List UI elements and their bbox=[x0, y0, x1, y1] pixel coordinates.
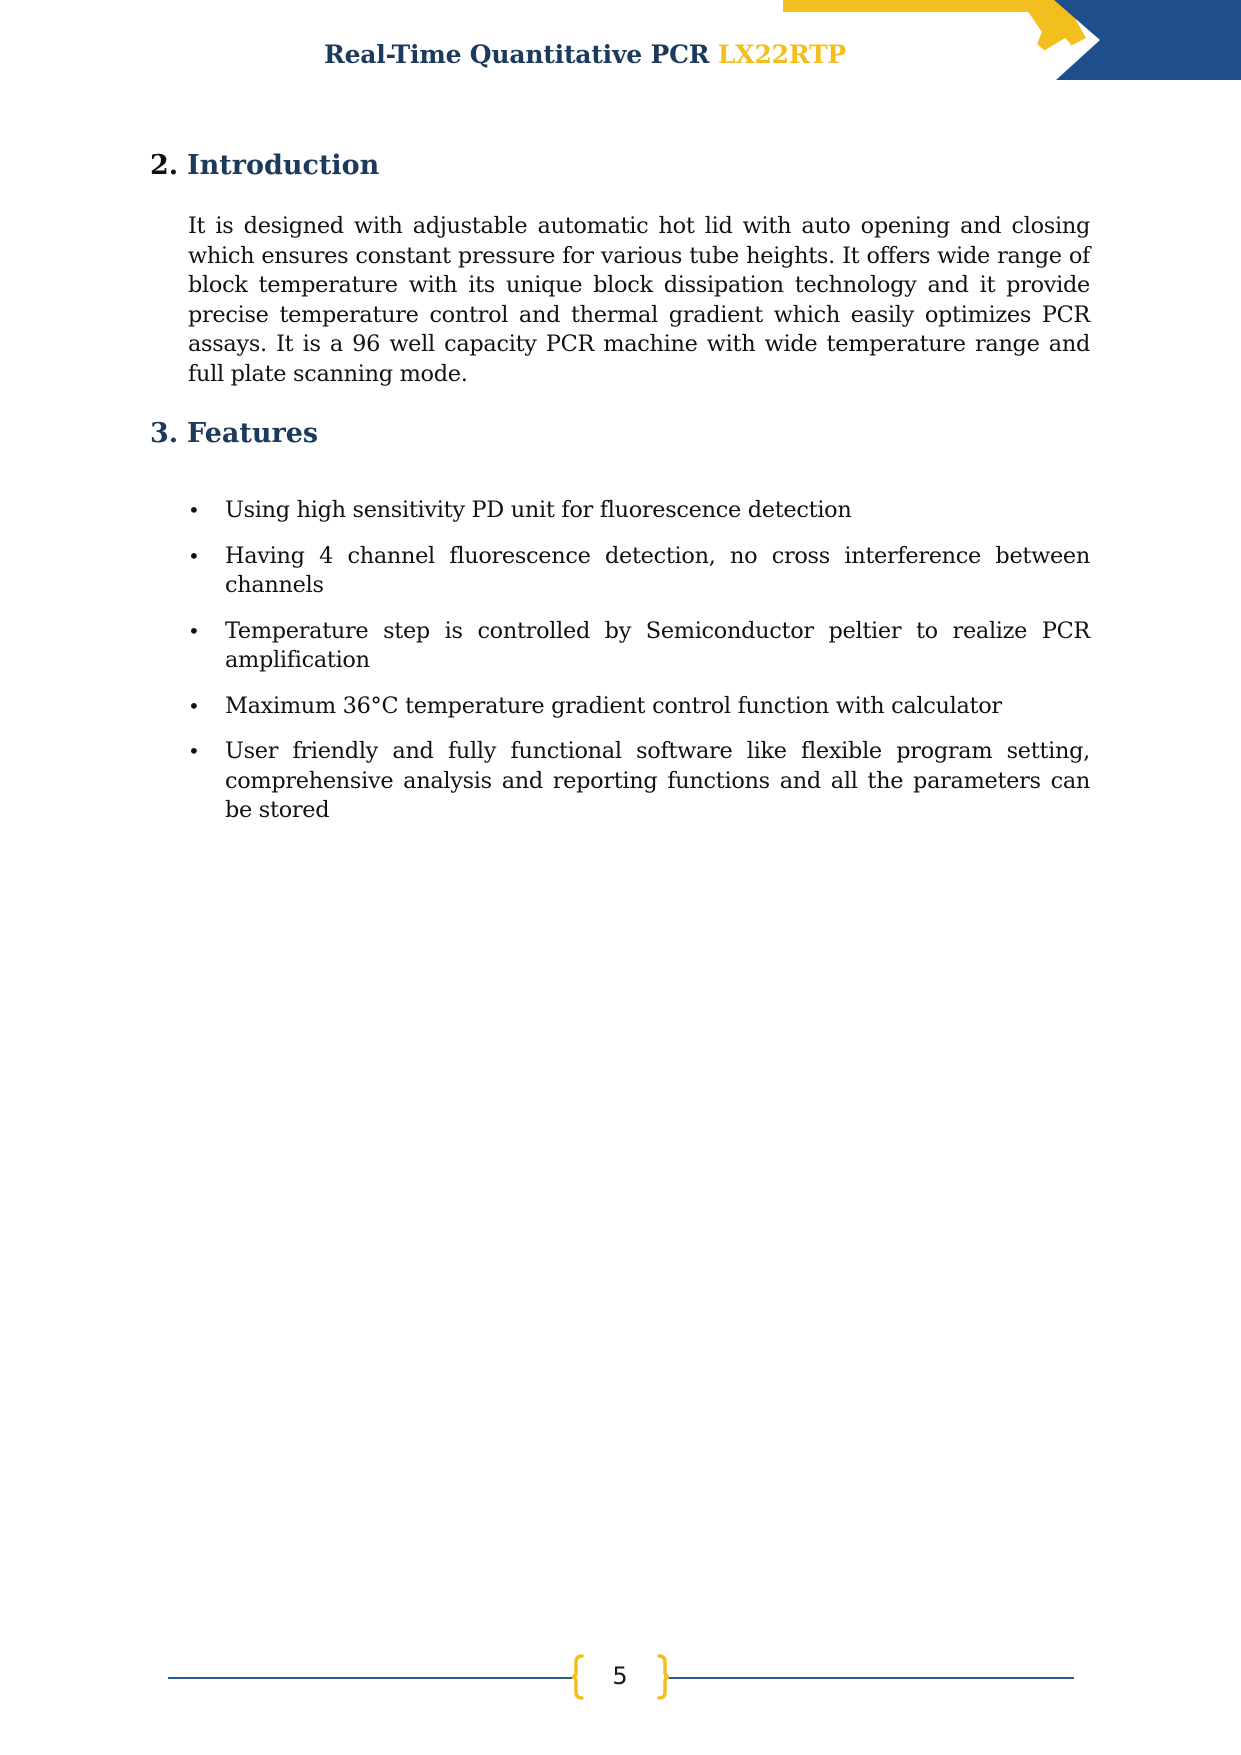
footer-bracket-left-icon bbox=[571, 1654, 585, 1700]
feature-item: • Temperature step is controlled by Semiconductor peltier to realize PCR amplification bbox=[188, 617, 1090, 676]
introduction-paragraph: It is designed with adjustable automatic hot lid with auto opening and closing which ensures constant pressure for various tube heights. It offers wide range of block temperature with its unique block dissipation technology and it provide precise temperature control and thermal gradient which easily optimizes PCR assays. It is a 96 well capacity PCR machine with wide temperature range and full plate scanning mode. bbox=[188, 213, 1090, 387]
feature-item: • Maximum 36°C temperature gradient control function with calculator bbox=[188, 692, 1090, 722]
footer-rule-right bbox=[668, 1677, 1074, 1679]
footer-bracket-right-icon bbox=[656, 1654, 670, 1700]
page-number: 5 bbox=[612, 1662, 628, 1690]
introduction-title: Introduction bbox=[187, 150, 380, 181]
introduction-heading bbox=[150, 150, 379, 181]
features-number: 3. bbox=[150, 418, 179, 449]
features-heading bbox=[150, 418, 318, 449]
header-model-code: LX22RTP bbox=[717, 40, 846, 69]
features-title: Features bbox=[187, 418, 319, 449]
feature-item: • User friendly and fully functional software like flexible program setting, comprehensive analysis and reporting functions and all the parameters can be stored bbox=[188, 737, 1090, 826]
footer-rule-left bbox=[168, 1677, 572, 1679]
header-title bbox=[0, 40, 1170, 69]
introduction-number: 2. bbox=[150, 150, 179, 181]
features-list bbox=[188, 496, 1090, 842]
feature-item: • Having 4 channel fluorescence detection, no cross interference between channels bbox=[188, 542, 1090, 601]
header-title-text: Real-Time Quantitative PCR bbox=[324, 40, 710, 69]
feature-item: • Using high sensitivity PD unit for fluorescence detection bbox=[188, 496, 1090, 526]
